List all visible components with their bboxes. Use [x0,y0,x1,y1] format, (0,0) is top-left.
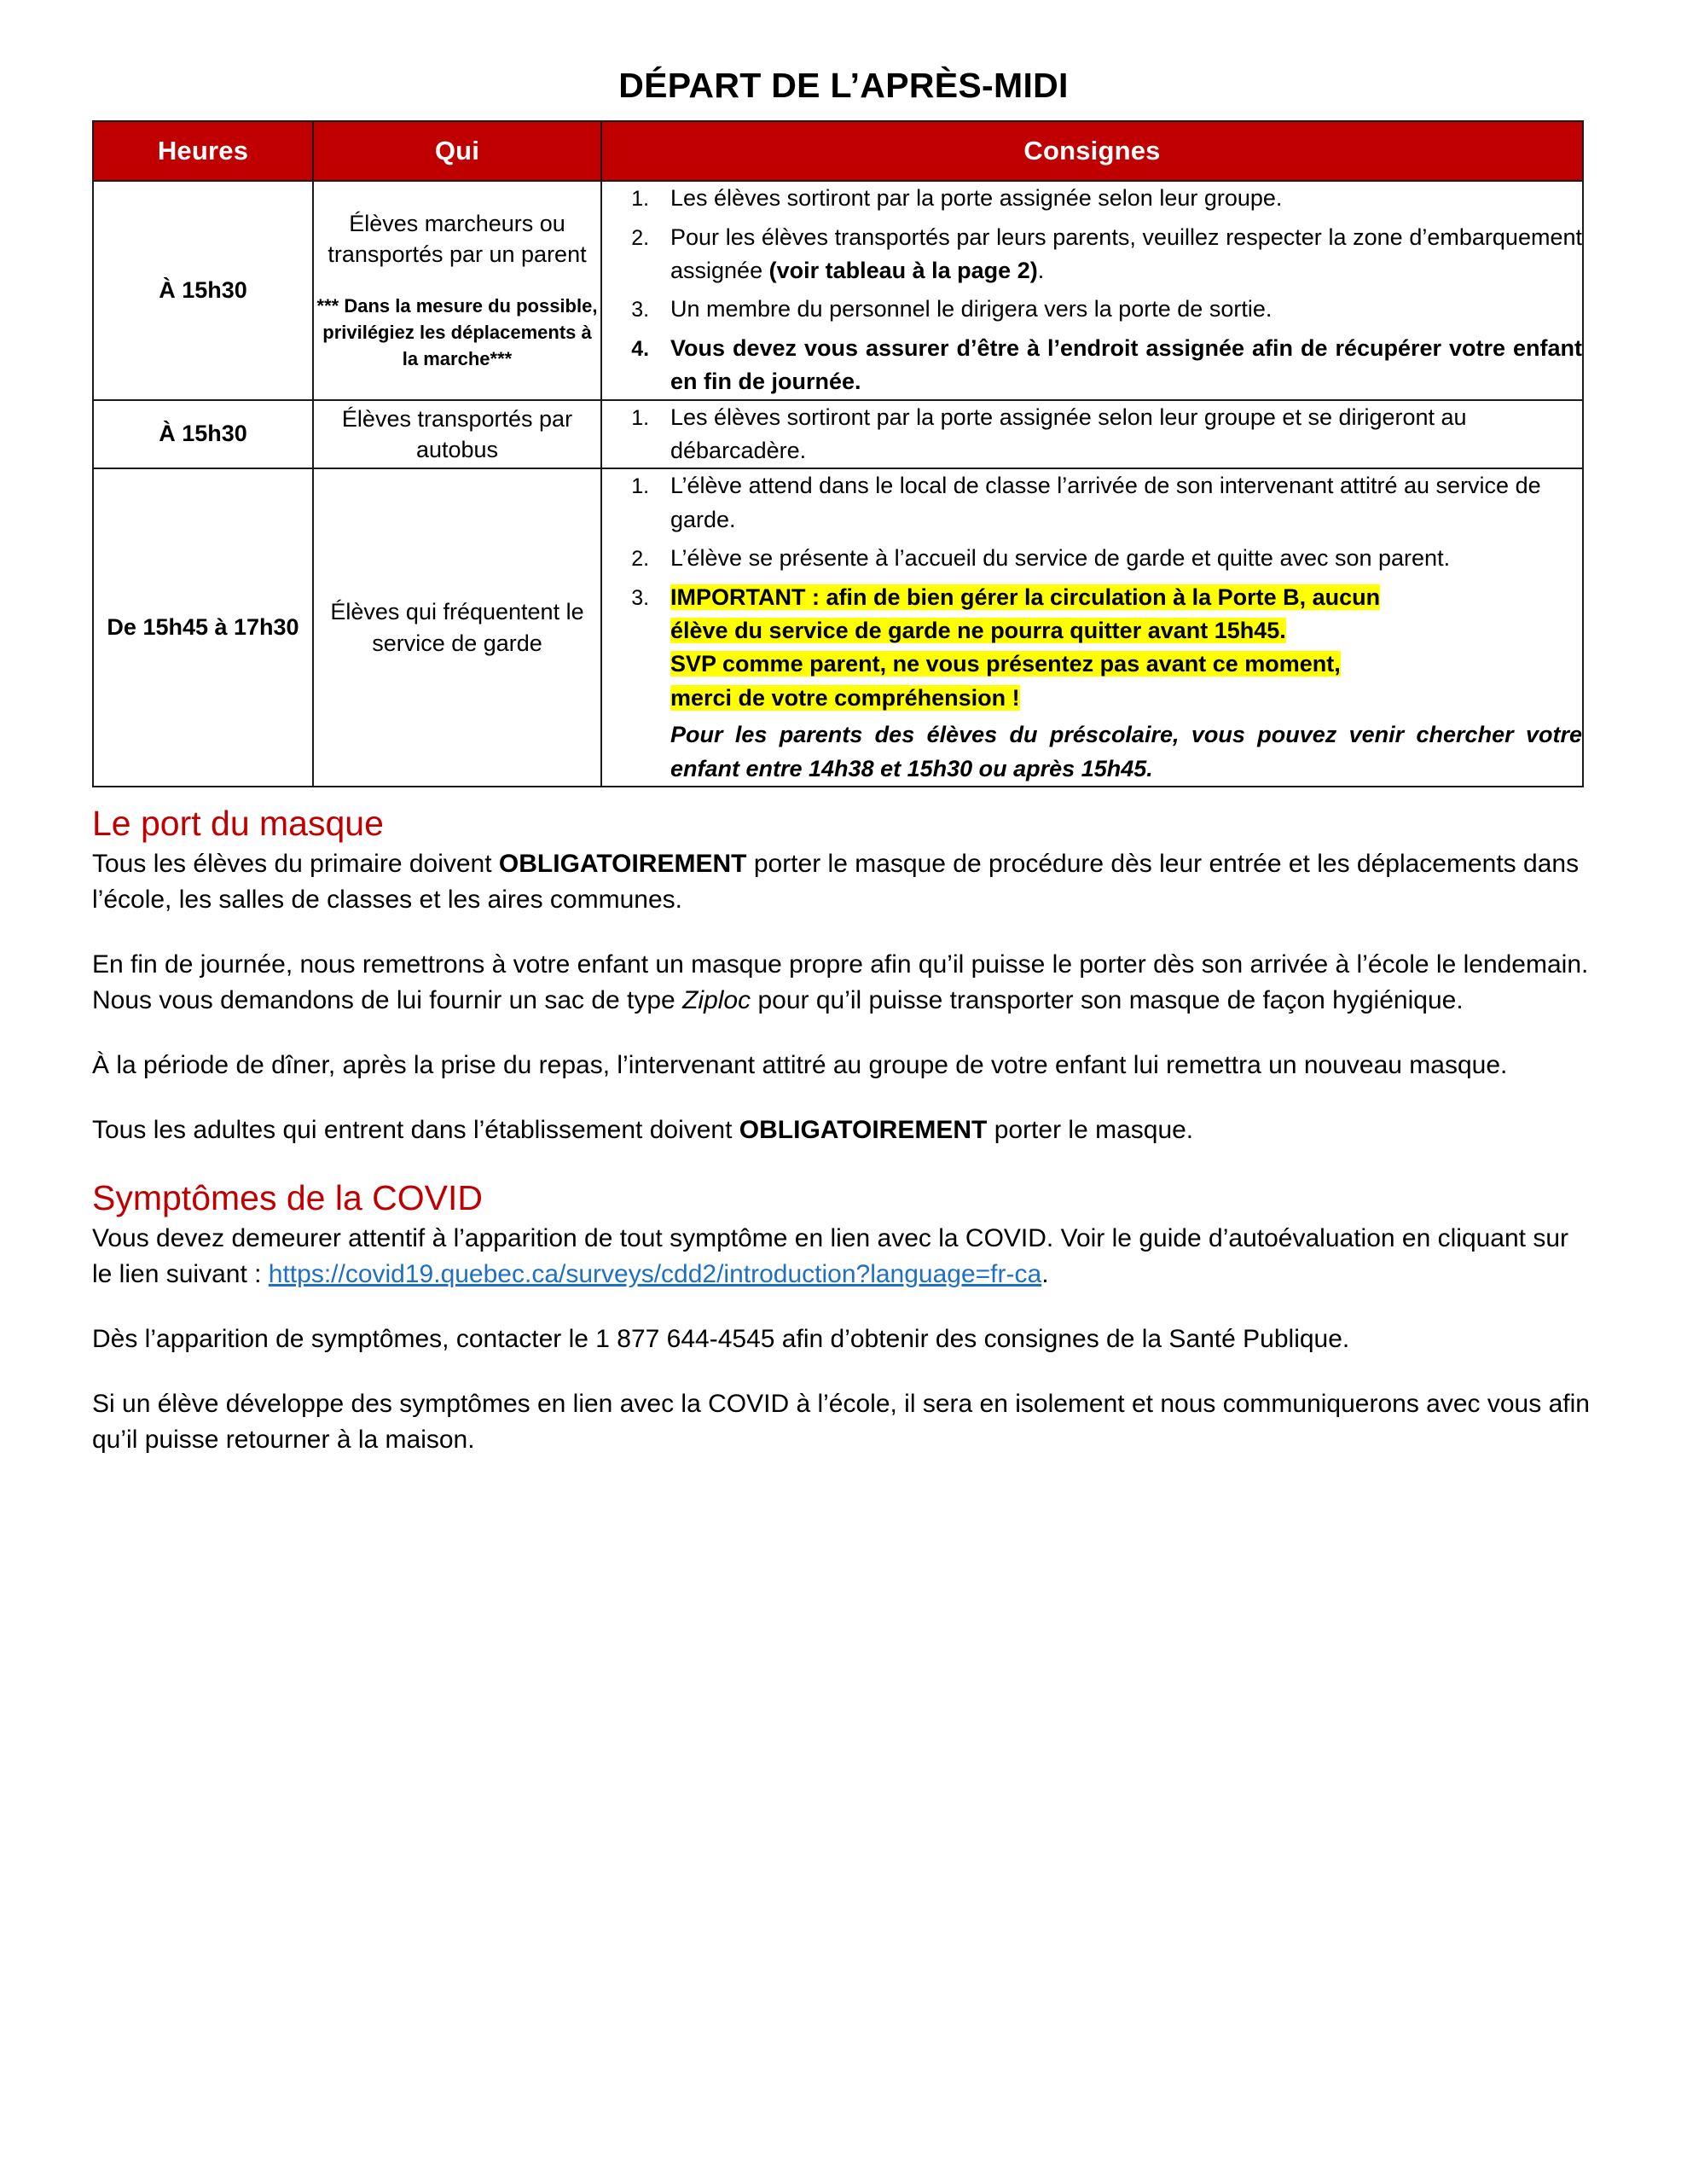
highlighted-line [670,581,1582,614]
paragraph-masque-3: À la période de dîner, après la prise du repas, l’intervenant attitré au groupe de votre enfant lui remettra un nouveau masque. [92,1051,1508,1080]
list-item: 3. Un membre du personnel le dirigera vers la porte de sortie. [655,293,1582,326]
table-row [93,400,1583,469]
paragraph-part: . [1041,1260,1049,1289]
cell-qui [313,468,601,787]
table-row [93,468,1583,787]
consignes-list [602,182,1582,398]
list-item-important [655,581,1582,786]
highlighted-line-text: élève du service de garde ne pourra quitter avant 15h45. [670,617,1286,643]
cell-qui-note: *** Dans la mesure du possible, privilégiez les déplacements à la marche*** [316,294,598,370]
cell-qui [313,400,601,469]
paragraph-part: pour qu’il puisse transporter son masque de façon hygiénique. [751,986,1464,1015]
paragraph-masque-2 [92,947,1593,1019]
highlighted-line-text: IMPORTANT : afin de bien gérer la circulation à la Porte B, aucun [670,584,1381,610]
paragraph-part-bold: OBLIGATOIREMENT [498,850,747,879]
paragraph-part: En fin de journée, nous remettrons à votre enfant un masque propre afin qu’il puisse le porter dès son arrivée à l’école le lendemain. Nous vous demandons de lui fournir un sac de type [92,950,1589,1015]
page-title: DÉPART DE L’APRÈS-MIDI [618,66,1069,105]
column-header-heures: Heures [93,121,313,181]
list-item: 2. L’élève se présente à l’accueil du service de garde et quitte avec son parent. [655,542,1582,575]
highlighted-line [670,648,1582,681]
cell-qui-text: Élèves marcheurs ou transportés par un parent [328,211,587,268]
cell-qui [313,181,601,399]
cell-qui-text: Élèves qui fréquentent le service de garde [330,599,584,656]
table-row [93,181,1583,399]
list-item-bold-tail: (voir tableau à la page 2) [768,257,1038,283]
consignes-list [602,401,1582,468]
highlighted-line [670,614,1582,648]
cell-consignes [601,181,1583,399]
cell-heures: À 15h30 [93,181,313,399]
cell-heures: À 15h30 [93,400,313,469]
list-item [655,221,1582,288]
covid-autoevaluation-link[interactable]: https://covid19.quebec.ca/surveys/cdd2/introduction?language=fr-ca [268,1260,1042,1289]
table-header-row [93,121,1583,181]
list-item: 1. L’élève attend dans le local de classe l’arrivée de son intervenant attitré au service de garde. [655,469,1582,537]
list-item: 4. Vous devez vous assurer d’être à l’endroit assignée afin de récupérer votre enfant en fin de journée. [655,332,1582,399]
highlighted-line [670,682,1582,715]
column-header-qui: Qui [313,121,601,181]
section-heading-symptomes-covid: Symptômes de la COVID [92,1178,483,1218]
cell-consignes [601,468,1583,787]
paragraph-part-italic: Ziploc [682,986,751,1015]
paragraph-masque-1 [92,846,1593,918]
consignes-list [602,469,1582,786]
cell-qui-text: Élèves transportés par autobus [341,405,573,462]
table-body [93,181,1583,787]
paragraph-masque-4 [92,1112,1593,1148]
highlighted-line-text: merci de votre compréhension ! [670,684,1020,711]
list-item-tail: . [1037,257,1045,283]
highlighted-line-text: SVP comme parent, ne vous présentez pas avant ce moment, [670,651,1341,677]
section-heading-port-du-masque: Le port du masque [92,804,384,843]
paragraph-part: porter le masque de procédure dès leur entrée et les déplacements dans l’école, les salles de classes et les aires communes. [92,850,1580,915]
paragraph-covid-1 [92,1221,1593,1292]
paragraph-part: Tous les élèves du primaire doivent [92,850,499,879]
list-item: 1. Les élèves sortiront par la porte assignée selon leur groupe. [655,182,1582,215]
paragraph-part: porter le masque. [987,1116,1194,1145]
list-item-text: Pour les élèves transportés par leurs parents, veuillez respecter la zone d’embarquement assignée [670,224,1582,283]
list-item: 1. Les élèves sortiront par la porte assignée selon leur groupe et se dirigeront au débarcadère. [655,401,1582,468]
paragraph-covid-3: Si un élève développe des symptômes en lien avec la COVID à l’école, il sera en isolement et nous communiquerons avec vous afin qu’il puisse retourner à la maison. [92,1390,1590,1455]
cell-heures: De 15h45 à 17h30 [93,468,313,787]
paragraph-part: Vous devez demeurer attentif à l’apparition de tout symptôme en lien avec la COVID. Voir le guide d’autoévaluation en cliquant sur le lien suivant : [92,1224,1569,1289]
depart-apres-midi-table [92,120,1584,787]
table-header [93,121,1583,181]
prescolaire-note: Pour les parents des élèves du préscolaire, vous pouvez venir chercher votre enfant entre 14h38 et 15h30 ou après 15h45. [670,722,1582,781]
column-header-consignes: Consignes [601,121,1583,181]
paragraph-part: Tous les adultes qui entrent dans l’établissement doivent [92,1116,739,1145]
paragraph-part-bold: OBLIGATOIREMENT [739,1116,988,1145]
paragraph-covid-2: Dès l’apparition de symptômes, contacter le 1 877 644-4545 afin d’obtenir des consignes de la Santé Publique. [92,1325,1350,1354]
cell-consignes [601,400,1583,469]
